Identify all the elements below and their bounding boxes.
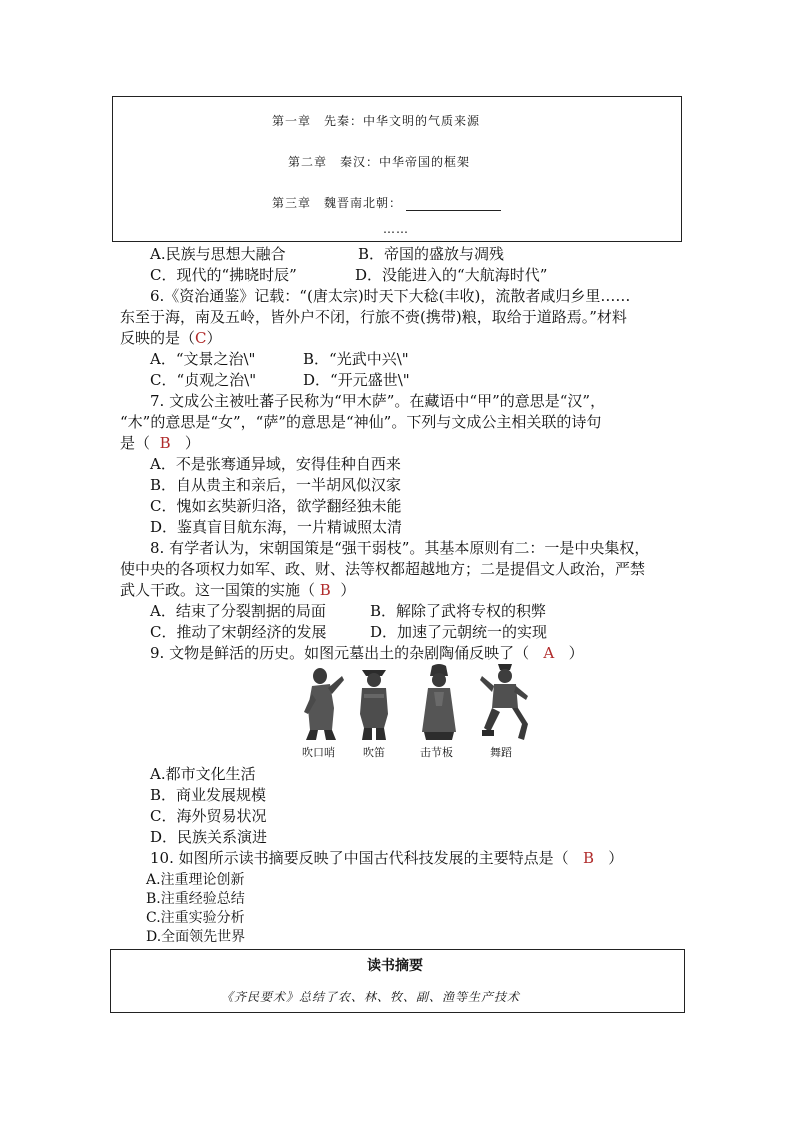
chapter-ellipsis: …… [383, 222, 409, 236]
q7-answer: B [159, 434, 171, 452]
q10-option-b: B.注重经验总结 [146, 891, 245, 907]
chapter-3-label: 第三章 魏晋南北朝： [272, 196, 403, 210]
caption-whistling: 吹口哨 [302, 746, 335, 759]
q5-option-c: C．现代的“拂晓时辰” [150, 266, 297, 284]
q10-option-d: D.全面领先世界 [146, 929, 246, 945]
q9-option-c: C．海外贸易状况 [150, 807, 267, 825]
chapter-3 [272, 194, 501, 211]
chapter-1: 第一章 先秦：中华文明的气质来源 [272, 114, 481, 128]
q7-stem-1: 7. 文成公主被吐蕃子民称为“甲木萨”。在藏语中“甲”的意思是“汉”， [150, 392, 606, 410]
q8-stem-3-close: ） [340, 581, 356, 599]
q6-option-d: D．“开元盛世\" [303, 371, 410, 389]
figurine-dancing-image [478, 662, 532, 742]
q9-option-a: A.都市文化生活 [150, 765, 256, 783]
q9-stem-close: ） [568, 644, 584, 662]
figurine-whistling-image [298, 664, 348, 742]
q6-stem-3-close: ） [206, 329, 222, 347]
q8-stem-3-text: 武人干政。这一国策的实施（ [120, 581, 316, 599]
q8-option-c: C．推动了宋朝经济的发展 [150, 623, 327, 641]
q6-stem-1: 6.《资治通鉴》记载：“(唐太宗)时天下大稔(丰收)，流散者咸归乡里…… [150, 287, 631, 305]
q10-stem [150, 848, 623, 869]
q10-stem-text: 10. 如图所示读书摘要反映了中国古代科技发展的主要特点是（ [150, 849, 569, 867]
q7-option-c: C．愧如玄奘新归洛，欲学翻经独未能 [150, 497, 402, 515]
q5-option-d: D．没能进入的“大航海时代” [355, 266, 548, 284]
q10-option-a: A.注重理论创新 [146, 872, 245, 888]
q7-stem-3-close: ） [184, 434, 200, 452]
q9-answer: A [543, 644, 555, 662]
q10-option-c: C.注重实验分析 [146, 910, 245, 926]
q8-answer: B [319, 581, 331, 599]
q9-stem [150, 643, 584, 664]
q6-stem-3 [120, 328, 222, 349]
caption-flute: 吹笛 [363, 746, 385, 759]
q7-stem-2: “木”的意思是“女”，“萨”的意思是“神仙”。下列与文成公主相关联的诗句 [120, 413, 602, 431]
caption-dancing: 舞蹈 [490, 746, 512, 759]
q5-option-a: A.民族与思想大融合 [150, 245, 286, 263]
q8-option-d: D．加速了元朝统一的实现 [370, 623, 548, 641]
q8-stem-3 [120, 580, 355, 601]
q8-stem-2: 使中央的各项权力如军、政、财、法等权都超越地方；二是提倡文人政治，严禁 [120, 560, 646, 578]
q7-option-b: B．自从贵主和亲后，一半胡风似汉家 [150, 476, 402, 494]
q9-option-d: D．民族关系演进 [150, 828, 268, 846]
q9-stem-text: 9. 文物是鲜活的历史。如图元墓出土的杂剧陶俑反映了（ [150, 644, 530, 662]
q7-stem-3-text: 是（ [120, 434, 151, 452]
q5-option-b: B．帝国的盛放与凋残 [358, 245, 505, 263]
q8-option-b: B．解除了武将专权的积弊 [370, 602, 547, 620]
reading-summary-title: 读书摘要 [367, 958, 423, 974]
chapter-3-blank [406, 198, 501, 211]
q6-option-c: C．“贞观之治\" [150, 371, 257, 389]
q6-stem-2: 东至于海，南及五岭，皆外户不闭，行旅不赍(携带)粮，取给于道路焉。”材料 [120, 308, 627, 326]
q10-stem-close: ） [608, 849, 624, 867]
q9-option-b: B．商业发展规模 [150, 786, 267, 804]
caption-clapper: 击节板 [420, 746, 453, 759]
q8-option-a: A．结束了分裂割据的局面 [150, 602, 326, 620]
q10-answer: B [582, 849, 594, 867]
q7-stem-3 [120, 433, 200, 454]
q6-option-a: A．“文景之治\" [150, 350, 256, 368]
q6-answer: C [195, 329, 207, 347]
q6-stem-3-text: 反映的是（ [120, 329, 196, 347]
q7-option-d: D．鉴真盲目航东海，一片精诚照太清 [150, 518, 403, 536]
figurine-clapper-image [418, 662, 460, 742]
reading-summary-content: 《齐民要术》总结了农、林、牧、副、渔等生产技术 [221, 990, 521, 1004]
q7-option-a: A．不是张骞通异域，安得佳种自西来 [150, 455, 401, 473]
q8-stem-1: 8. 有学者认为，宋朝国策是“强干弱枝”。其基本原则有二：一是中央集权， [150, 539, 650, 557]
chapter-2: 第二章 秦汉：中华帝国的框架 [288, 155, 471, 169]
q6-option-b: B．“光武中兴\" [303, 350, 409, 368]
figurine-flute-image [352, 664, 396, 742]
